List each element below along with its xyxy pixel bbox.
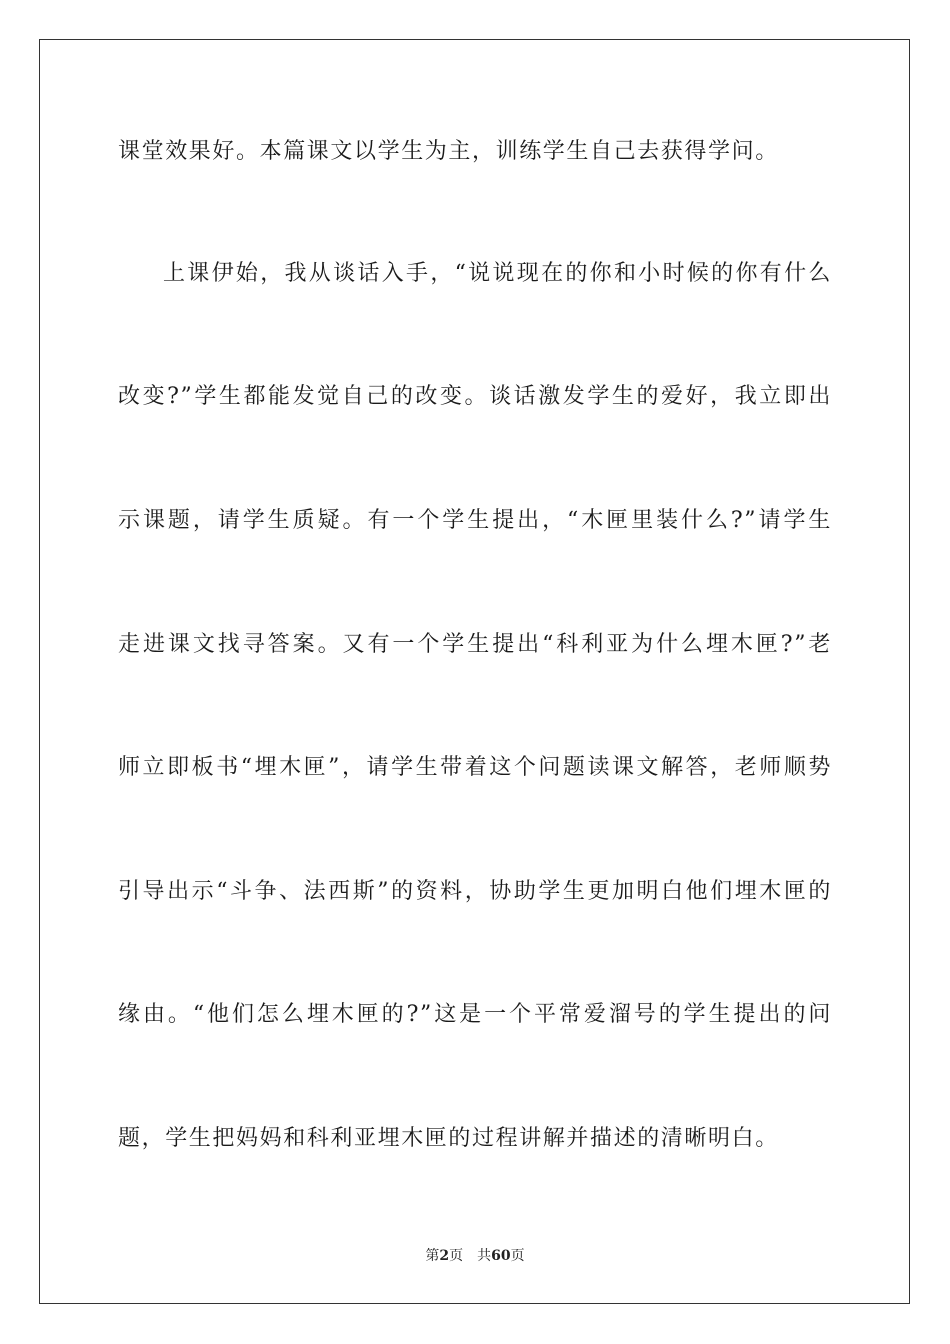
page-border [39,39,910,1304]
text-line-5: 走进课文找寻答案。又有一个学生提出“科利亚为什么埋木匣?”老 [118,632,832,657]
page-suffix: 页 [449,1248,464,1264]
page-number: 2 [439,1248,450,1264]
page-footer [0,1247,950,1265]
text-line-1: 课堂效果好。本篇课文以学生为主，训练学生自己去获得学问。 [118,139,779,164]
text-line-9: 题，学生把妈妈和科利亚埋木匣的过程讲解并描述的清晰明白。 [118,1126,779,1151]
text-line-6: 师立即板书“埋木匣”，请学生带着这个问题读课文解答，老师顺势 [118,755,832,780]
page-prefix: 第 [425,1248,440,1264]
total-pages: 60 [491,1248,511,1264]
total-suffix: 页 [510,1248,525,1264]
text-line-2: 上课伊始，我从谈话入手，“说说现在的你和小时候的你有什么 [163,261,832,286]
text-line-8: 缘由。“他们怎么埋木匣的?”这是一个平常爱溜号的学生提出的问 [118,1002,832,1027]
text-line-3: 改变?”学生都能发觉自己的改变。谈话激发学生的爱好，我立即出 [118,384,832,409]
total-prefix: 共 [477,1248,492,1264]
text-line-7: 引导出示“斗争、法西斯”的资料，协助学生更加明白他们埋木匣的 [118,879,832,904]
text-line-4: 示课题，请学生质疑。有一个学生提出，“木匣里装什么?”请学生 [118,508,832,533]
